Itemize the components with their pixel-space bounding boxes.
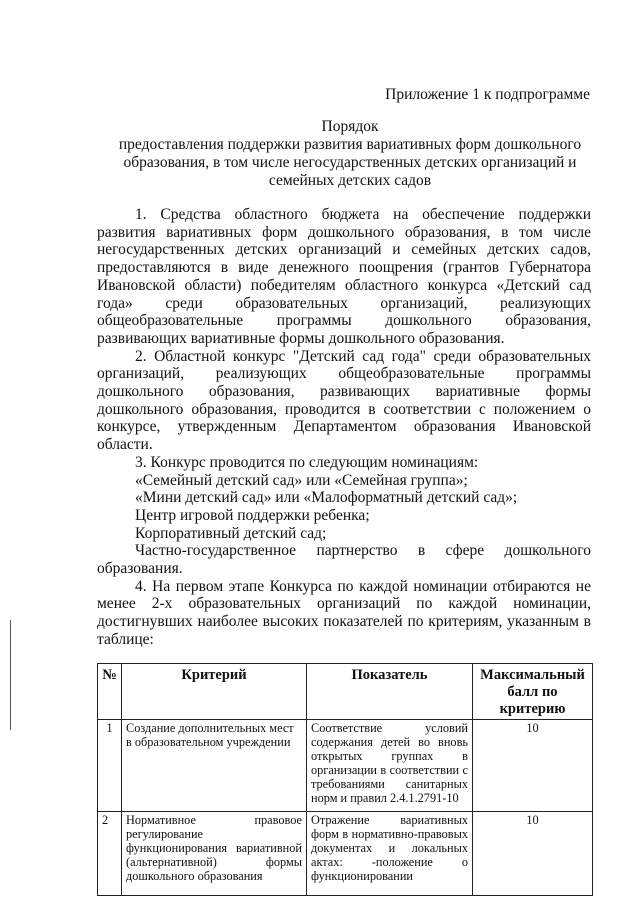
scan-artifact-line: [10, 620, 11, 730]
nomination-2: «Мини детский сад» или «Малоформатный детский сад»;: [135, 489, 518, 507]
table-row: [98, 719, 593, 811]
row-max-score: 10: [473, 811, 593, 895]
header-indicator: Показатель: [307, 663, 473, 719]
document-body: [97, 206, 591, 649]
document-title: [90, 118, 610, 190]
paragraph-1: 1. Средства областного бюджета на обеспечение поддержки развития вариативных форм дошкольного образования, в том числе негосударственных детских организаций и семейных детских садов, предоставляются в виде денежного поощрения (грантов Губернатора Ивановской области) победителям областного конкурса «Детский сад года» среди образовательных организаций, реализующих общеобразовательные программы дошкольного образования, развивающих вариативные формы дошкольного образования.: [97, 206, 591, 347]
nomination-5: Частно-государственное партнерство в сфере дошкольного образования.: [97, 542, 591, 578]
nomination-3: Центр игровой поддержки ребенка;: [135, 506, 370, 524]
nomination-4: Корпоративный детский сад;: [135, 524, 327, 542]
row-max-score: 10: [473, 719, 593, 811]
title-heading: Порядок: [321, 118, 379, 135]
title-subtitle: предоставления поддержки развития вариативных форм дошкольного образования, в том числе негосударственных детских организаций и семейных детских садов: [118, 136, 582, 189]
header-criterion: Критерий: [122, 663, 307, 719]
paragraph-2: 2. Областной конкурс "Детский сад года" среди образовательных организаций, реализующих общеобразовательные программы дошкольного образования, развивающих вариативные формы дошкольного образования, проводится в соответствии с положением о конкурсе, утвержденным Департаментом образования Ивановской области.: [97, 347, 591, 454]
row-number: 2: [98, 811, 122, 895]
paragraph-4: 4. На первом этапе Конкурса по каждой номинации отбираются не менее 2-х образовательных организаций по каждой номинации, достигнувших наиболее высоких показателей по критериям, указанным в таблице:: [97, 577, 591, 648]
row-indicator: Соответствие условий содержания детей во вновь открытых группах в организации в соответствии с требованиями санитарных норм и правил 2.4.1.2791-10: [307, 719, 473, 811]
table-row: [98, 811, 593, 895]
row-criterion: Нормативное правовое регулирование функционирования вариативной (альтернативной) формы дошкольного образования: [122, 811, 307, 895]
paragraph-3: 3. Конкурс проводится по следующим номинациям:: [135, 453, 479, 471]
row-indicator: Отражение вариативных форм в нормативно-правовых документах и локальных актах: -положение о функционировании: [307, 811, 473, 895]
appendix-label: Приложение 1 к подпрограмме: [385, 86, 590, 103]
row-number: 1: [98, 719, 122, 811]
nomination-1: «Семейный детский сад» или «Семейная группа»;: [135, 471, 468, 489]
header-number: №: [98, 663, 122, 719]
row-criterion: Создание дополнительных мест в образовательном учреждении: [122, 719, 307, 811]
header-max-score: Максимальный балл по критерию: [473, 663, 593, 719]
criteria-table: [97, 663, 593, 896]
table-header-row: [98, 663, 593, 719]
document-flow: [97, 206, 592, 916]
